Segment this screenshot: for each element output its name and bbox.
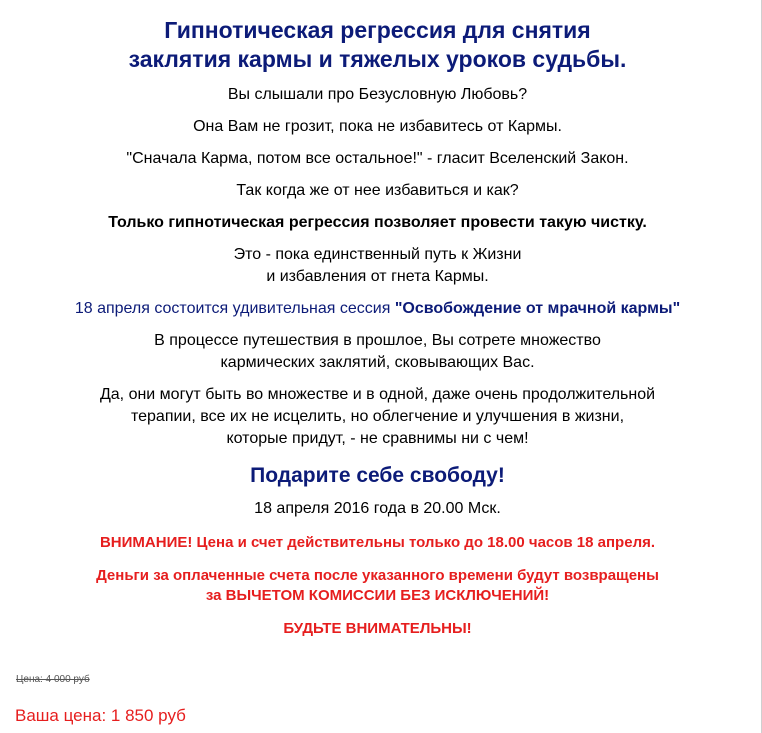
paragraph-karma-threat: Она Вам не грозит, пока не избавитесь от Кармы. xyxy=(193,118,562,135)
refund-line-1: Деньги за оплаченные счета после указанного времени будут возвращены xyxy=(96,567,659,584)
only-path-line-2: и избавления от гнета Кармы. xyxy=(266,268,489,285)
warning-refund xyxy=(0,566,755,606)
title-line-1: Гипнотическая регрессия для снятия xyxy=(164,17,591,43)
warning-be-careful: БУДЬТЕ ВНИМАТЕЛЬНЫ! xyxy=(283,620,472,637)
past-journey-line-1: В процессе путешествия в прошлое, Вы сотрете множество xyxy=(154,332,601,349)
paragraph-universal-law: "Сначала Карма, потом все остальное!" - гласит Вселенский Закон. xyxy=(126,150,629,167)
only-path-line-1: Это - пока единственный путь к Жизни xyxy=(233,246,522,263)
paragraph-past-journey xyxy=(0,330,755,374)
title-line-2: заклятия кармы и тяжелых уроков судьбы. xyxy=(128,46,627,72)
paragraph-unconditional-love: Вы слышали про Безусловную Любовь? xyxy=(227,86,528,103)
event-date-line: 18 апреля 2016 года в 20.00 Мск. xyxy=(254,500,501,517)
current-price-value: 1 850 руб xyxy=(110,706,186,725)
therapy-line-1: Да, они могут быть во множестве и в одной, даже очень продолжительной xyxy=(99,386,656,403)
subtitle-freedom: Подарите себе свободу! xyxy=(250,464,505,487)
page-title xyxy=(0,16,755,74)
therapy-line-3: которые придут, - не сравнимы ни с чем! xyxy=(226,430,529,447)
paragraph-only-path xyxy=(0,244,755,288)
past-journey-line-2: кармических заклятий, сковывающих Вас. xyxy=(220,354,535,371)
old-price: Цена: 4 000 руб xyxy=(16,674,90,685)
session-name: "Освобождение от мрачной кармы" xyxy=(394,300,681,317)
refund-line-2: за ВЫЧЕТОМ КОМИССИИ БЕЗ ИСКЛЮЧЕНИЙ! xyxy=(205,587,550,604)
current-price xyxy=(15,706,186,726)
paragraph-therapy xyxy=(0,384,755,450)
paragraph-session-announcement xyxy=(0,298,755,320)
warning-validity: ВНИМАНИЕ! Цена и счет действительны только до 18.00 часов 18 апреля. xyxy=(99,534,656,551)
paragraph-how-to-get-rid: Так когда же от нее избавиться и как? xyxy=(236,182,519,199)
current-price-label: Ваша цена: xyxy=(15,706,107,725)
session-date-text: 18 апреля состоится удивительная сессия xyxy=(74,300,395,317)
therapy-line-2: терапии, все их не исцелить, но облегчение и улучшения в жизни, xyxy=(130,408,625,425)
paragraph-only-regression: Только гипнотическая регрессия позволяет провести такую чистку. xyxy=(108,214,647,231)
